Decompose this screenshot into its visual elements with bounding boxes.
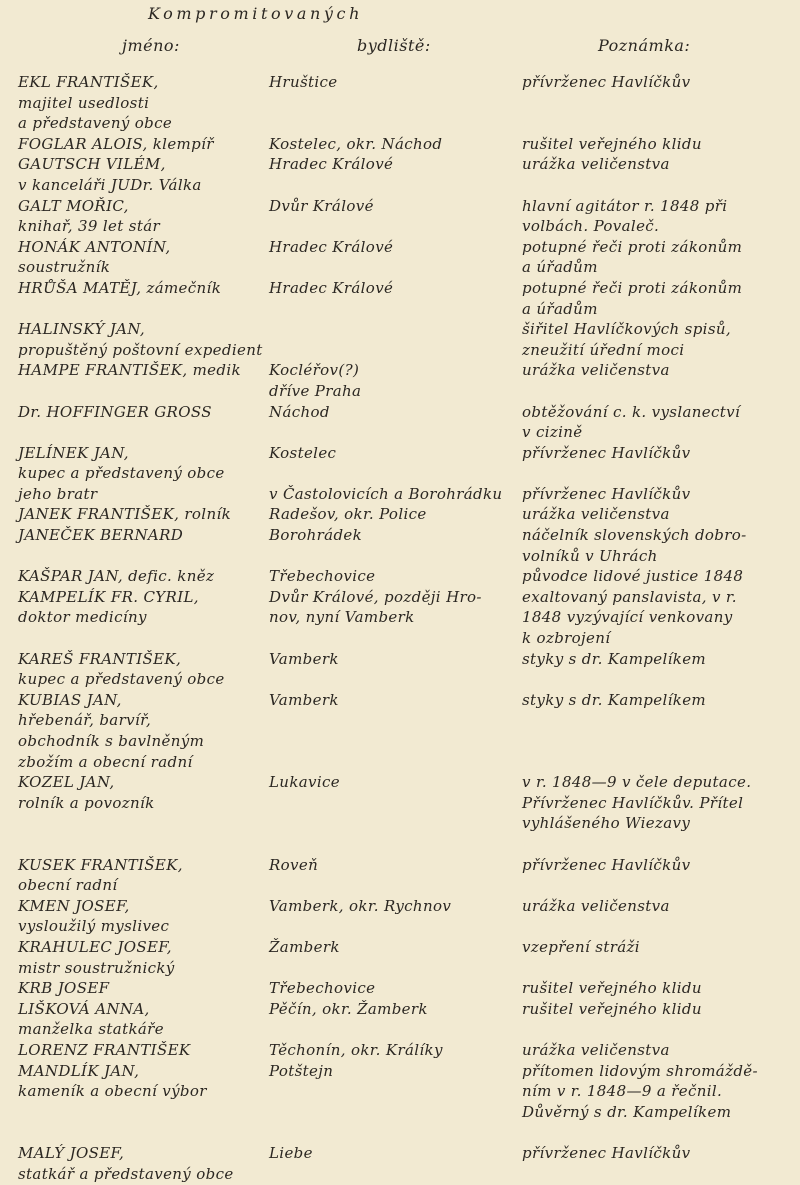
cell-residence-line: Hruštice xyxy=(269,73,338,91)
cell-residence xyxy=(269,360,361,401)
cell-name-line: a představený obce xyxy=(18,114,173,133)
cell-name-line: LIŠKOVÁ ANNA, xyxy=(18,999,150,1018)
table-row xyxy=(0,196,800,237)
table-row xyxy=(0,999,800,1040)
cell-note-line: 1848 vyzývající venkovany xyxy=(522,608,733,627)
cell-name xyxy=(18,319,263,360)
cell-name-line: kupec a představený obce xyxy=(18,464,225,483)
cell-note-line: původce lidové justice 1848 xyxy=(522,567,744,586)
cell-note xyxy=(522,1061,758,1123)
table-row xyxy=(0,402,800,443)
cell-residence-line: Roveň xyxy=(269,855,319,874)
table-row xyxy=(0,319,800,360)
header-note: Poznámka: xyxy=(598,36,691,55)
table-row xyxy=(0,72,800,134)
cell-note xyxy=(522,278,742,319)
cell-name xyxy=(18,134,214,155)
cell-residence-line: Kostelec xyxy=(269,443,337,462)
cell-name xyxy=(18,937,175,978)
cell-name-line: KAŠPAR JAN, defic. kněz xyxy=(18,567,215,586)
cell-name xyxy=(18,772,155,813)
cell-note-line: volbách. Povaleč. xyxy=(522,217,660,236)
cell-note xyxy=(522,134,702,155)
cell-note xyxy=(522,896,670,917)
cell-name-line: EKL FRANTIŠEK, xyxy=(18,73,159,91)
cell-name-line: zbožím a obecní radní xyxy=(18,752,193,771)
cell-name-line: JANEČEK BERNARD xyxy=(18,526,184,545)
cell-name-line: MALÝ JOSEF, xyxy=(18,1143,125,1162)
cell-name-line: FOGLAR ALOIS, klempíř xyxy=(18,134,214,153)
cell-residence xyxy=(269,978,375,999)
cell-note xyxy=(522,566,743,587)
cell-name-line: KRB JOSEF xyxy=(18,979,110,998)
cell-note xyxy=(522,443,690,464)
cell-name xyxy=(18,443,225,484)
table-row xyxy=(0,484,800,505)
cell-note-line: urážka veličenstva xyxy=(522,361,670,380)
cell-name-line: kupec a představený obce xyxy=(18,670,225,689)
cell-residence xyxy=(269,566,375,587)
cell-residence xyxy=(269,237,393,258)
cell-residence xyxy=(269,196,374,217)
cell-note-line: urážka veličenstva xyxy=(522,1040,670,1059)
cell-residence xyxy=(269,72,338,93)
cell-name-line: HALINSKÝ JAN, xyxy=(18,320,146,339)
table-row xyxy=(0,690,800,772)
cell-note-line: přívrženec Havlíčkův xyxy=(522,855,691,874)
cell-note-line: rušitel veřejného klidu xyxy=(522,979,702,998)
cell-note xyxy=(522,772,751,834)
cell-note-line: potupné řeči proti zákonům xyxy=(522,237,743,256)
cell-note xyxy=(522,690,706,711)
cell-note-line: zneužití úřední moci xyxy=(522,340,685,359)
cell-residence xyxy=(269,649,339,670)
table-row xyxy=(0,154,800,195)
cell-name-line: v kanceláři JUDr. Válka xyxy=(18,175,202,194)
cell-note-line: v cizině xyxy=(522,423,583,442)
cell-note-line: v r. 1848—9 v čele deputace. xyxy=(522,773,752,792)
cell-name-line: rolník a povozník xyxy=(18,793,155,812)
cell-name-line: obecní radní xyxy=(18,876,118,895)
cell-note xyxy=(522,484,690,505)
cell-residence xyxy=(269,443,336,464)
cell-residence-line: v Častolovicích a Borohrádku xyxy=(269,484,503,503)
cell-note-line: urážka veličenstva xyxy=(522,896,670,915)
cell-name-line: vysloužilý myslivec xyxy=(18,917,170,936)
cell-note xyxy=(522,937,640,958)
cell-note xyxy=(522,237,742,278)
cell-name xyxy=(18,504,231,525)
cell-residence xyxy=(269,690,339,711)
cell-name-line: MANDLÍK JAN, xyxy=(18,1061,140,1080)
cell-residence xyxy=(269,772,340,793)
cell-name xyxy=(18,566,214,587)
table-row xyxy=(0,443,800,484)
cell-name-line: HAMPE FRANTIŠEK, medik xyxy=(18,361,241,380)
cell-note-line: exaltovaný panslavista, v r. xyxy=(522,587,737,606)
cell-note-line: hlavní agitátor r. 1848 při xyxy=(522,196,728,215)
table-row xyxy=(0,134,800,155)
cell-note-line: styky s dr. Kampelíkem xyxy=(522,690,706,709)
cell-name-line: jeho bratr xyxy=(18,484,98,503)
cell-name xyxy=(18,896,169,937)
cell-residence-line: Kocléřov(?) xyxy=(269,361,360,380)
cell-note-line: rušitel veřejného klidu xyxy=(522,999,702,1018)
cell-name xyxy=(18,237,170,278)
cell-name xyxy=(18,587,199,628)
cell-residence xyxy=(269,855,318,876)
cell-name-line: KUSEK FRANTIŠEK, xyxy=(18,855,183,874)
cell-residence xyxy=(269,999,428,1020)
cell-note xyxy=(522,196,727,237)
cell-note xyxy=(522,587,737,649)
cell-name-line: mistr soustružnický xyxy=(18,958,175,977)
cell-residence-line: Vamberk xyxy=(269,649,339,668)
cell-note xyxy=(522,72,690,93)
cell-residence-line: Liebe xyxy=(269,1143,313,1162)
cell-residence xyxy=(269,525,362,546)
cell-residence-line: Vamberk xyxy=(269,690,339,709)
cell-residence xyxy=(269,1040,443,1061)
table-row xyxy=(0,566,800,587)
cell-note-line: Důvěrný s dr. Kampelíkem xyxy=(522,1102,732,1121)
cell-residence-line: Těchonín, okr. Králíky xyxy=(269,1040,443,1059)
cell-note xyxy=(522,319,731,360)
cell-name xyxy=(18,72,172,134)
cell-note xyxy=(522,999,702,1020)
cell-residence-line: nov, nyní Vamberk xyxy=(269,608,415,627)
cell-residence-line: Potštejn xyxy=(269,1061,334,1080)
table-row xyxy=(0,1061,800,1143)
header-name: jméno: xyxy=(122,36,180,55)
cell-residence-line: Náchod xyxy=(269,402,330,421)
cell-residence xyxy=(269,504,427,525)
cell-name-line: HRŮŠA MATĚJ, zámečník xyxy=(18,278,222,297)
cell-residence-line: Dvůr Králové xyxy=(269,196,374,215)
cell-name-line: soustružník xyxy=(18,258,111,277)
cell-note xyxy=(522,978,702,999)
cell-residence-line: dříve Praha xyxy=(269,381,362,400)
table-row xyxy=(0,1040,800,1061)
cell-residence xyxy=(269,278,393,299)
cell-note-line: vyhlášeného Wiezavy xyxy=(522,814,691,833)
cell-residence-line: Vamberk, okr. Rychnov xyxy=(269,896,452,915)
cell-residence xyxy=(269,154,393,175)
cell-name xyxy=(18,484,97,505)
cell-name xyxy=(18,1143,234,1184)
cell-name-line: hřebenář, barvíř, xyxy=(18,711,152,730)
cell-name-line: obchodník s bavlněným xyxy=(18,732,205,751)
cell-residence-line: Borohrádek xyxy=(269,526,363,545)
cell-residence-line: Žamberk xyxy=(269,938,340,956)
cell-note-line: a úřadům xyxy=(522,299,598,318)
cell-name-line: HONÁK ANTONÍN, xyxy=(18,237,171,256)
cell-name-line: kameník a obecní výbor xyxy=(18,1082,207,1101)
cell-name-line: knihař, 39 let stár xyxy=(18,217,161,236)
cell-note xyxy=(522,855,690,876)
cell-note-line: šiřitel Havlíčkových spisů, xyxy=(522,320,731,339)
cell-note-line: přívrženec Havlíčkův xyxy=(522,484,691,503)
cell-residence-line: Dvůr Králové, později Hro- xyxy=(269,587,482,606)
table-row xyxy=(0,587,800,649)
cell-name-line: KMEN JOSEF, xyxy=(18,896,130,915)
table-row xyxy=(0,978,800,999)
cell-note xyxy=(522,1040,670,1061)
records-table xyxy=(0,72,800,1184)
cell-note-line: přívrženec Havlíčkův xyxy=(522,1143,691,1162)
cell-residence xyxy=(269,1143,313,1164)
cell-name-line: KRAHULEC JOSEF, xyxy=(18,938,172,956)
cell-name-line: LORENZ FRANTIŠEK xyxy=(18,1040,191,1059)
cell-name-line: KUBIAS JAN, xyxy=(18,690,122,709)
cell-note-line: Přívrženec Havlíčkův. Přítel xyxy=(522,793,744,812)
header-residence: bydliště: xyxy=(357,36,431,55)
cell-note-line: rušitel veřejného klidu xyxy=(522,134,702,153)
cell-name xyxy=(18,649,225,690)
cell-name-line: GAUTSCH VILÉM, xyxy=(18,155,166,174)
cell-note xyxy=(522,154,670,175)
cell-name xyxy=(18,690,204,772)
table-row xyxy=(0,649,800,690)
table-row xyxy=(0,278,800,319)
table-row xyxy=(0,525,800,566)
cell-name-line: GALT MOŘIC, xyxy=(18,196,129,215)
table-row xyxy=(0,237,800,278)
page-title: Kompromitovaných xyxy=(148,4,363,23)
cell-name-line: majitel usedlosti xyxy=(18,93,150,112)
cell-residence-line: Hradec Králové xyxy=(269,278,394,297)
cell-note-line: a úřadům xyxy=(522,258,598,277)
cell-residence xyxy=(269,937,340,958)
cell-residence-line: Radešov, okr. Police xyxy=(269,505,427,524)
cell-name xyxy=(18,278,221,299)
cell-note-line: přítomen lidovým shromáždě- xyxy=(522,1061,758,1080)
table-row xyxy=(0,937,800,978)
table-row xyxy=(0,896,800,937)
cell-name-line: doktor medicíny xyxy=(18,608,147,627)
cell-name-line: statkář a představený obce xyxy=(18,1164,234,1183)
cell-note-line: přívrženec Havlíčkův xyxy=(522,73,691,91)
cell-residence-line: Třebechovice xyxy=(269,567,376,586)
cell-name-line: KOZEL JAN, xyxy=(18,773,115,792)
cell-note xyxy=(522,360,670,381)
cell-name xyxy=(18,196,160,237)
cell-residence xyxy=(269,402,330,423)
cell-residence xyxy=(269,587,482,628)
cell-residence-line: Kostelec, okr. Náchod xyxy=(269,134,443,153)
cell-residence-line: Třebechovice xyxy=(269,979,376,998)
cell-residence-line: Hradec Králové xyxy=(269,155,394,174)
cell-name xyxy=(18,1040,190,1061)
cell-note xyxy=(522,649,706,670)
cell-note-line: vzepření stráži xyxy=(522,938,640,956)
cell-name xyxy=(18,360,241,381)
cell-name-line: KAREŠ FRANTIŠEK, xyxy=(18,649,182,668)
cell-name-line: KAMPELÍK FR. CYRIL, xyxy=(18,587,199,606)
cell-residence-line: Hradec Králové xyxy=(269,237,394,256)
cell-note-line: přívrženec Havlíčkův xyxy=(522,443,691,462)
cell-name-line: propuštěný poštovní expedient xyxy=(18,340,263,359)
cell-note-line: potupné řeči proti zákonům xyxy=(522,278,743,297)
table-row xyxy=(0,360,800,401)
table-row xyxy=(0,1143,800,1184)
table-row xyxy=(0,772,800,854)
cell-name-line: Dr. HOFFINGER GROSS xyxy=(18,402,212,421)
cell-name xyxy=(18,978,109,999)
cell-note-line: náčelník slovenských dobro- xyxy=(522,526,747,545)
cell-name xyxy=(18,855,183,896)
cell-residence xyxy=(269,896,451,917)
cell-residence xyxy=(269,1061,333,1082)
cell-note-line: obtěžování c. k. vyslanectví xyxy=(522,402,741,421)
cell-note xyxy=(522,504,670,525)
cell-note-line: urážka veličenstva xyxy=(522,505,670,524)
cell-name-line: JANEK FRANTIŠEK, rolník xyxy=(18,505,232,524)
cell-name-line: JELÍNEK JAN, xyxy=(18,443,129,462)
table-row xyxy=(0,855,800,896)
cell-note-line: k ozbrojení xyxy=(522,629,611,648)
cell-note-line: urážka veličenstva xyxy=(522,155,670,174)
cell-name-line: manželka statkáře xyxy=(18,1020,164,1039)
cell-name xyxy=(18,1061,207,1102)
cell-name xyxy=(18,999,164,1040)
cell-name xyxy=(18,525,183,546)
cell-note xyxy=(522,1143,690,1164)
cell-name xyxy=(18,154,202,195)
column-headers xyxy=(0,36,800,58)
cell-residence-line: Pěčín, okr. Žamberk xyxy=(269,999,428,1018)
cell-residence xyxy=(269,484,502,505)
cell-note-line: styky s dr. Kampelíkem xyxy=(522,649,706,668)
cell-residence-line: Lukavice xyxy=(269,773,341,792)
cell-residence xyxy=(269,134,442,155)
cell-note xyxy=(522,402,740,443)
cell-note xyxy=(522,525,747,566)
cell-name xyxy=(18,402,212,423)
table-row xyxy=(0,504,800,525)
cell-note-line: volníků v Uhrách xyxy=(522,546,658,565)
cell-note-line: ním v r. 1848—9 a řečnil. xyxy=(522,1082,723,1101)
